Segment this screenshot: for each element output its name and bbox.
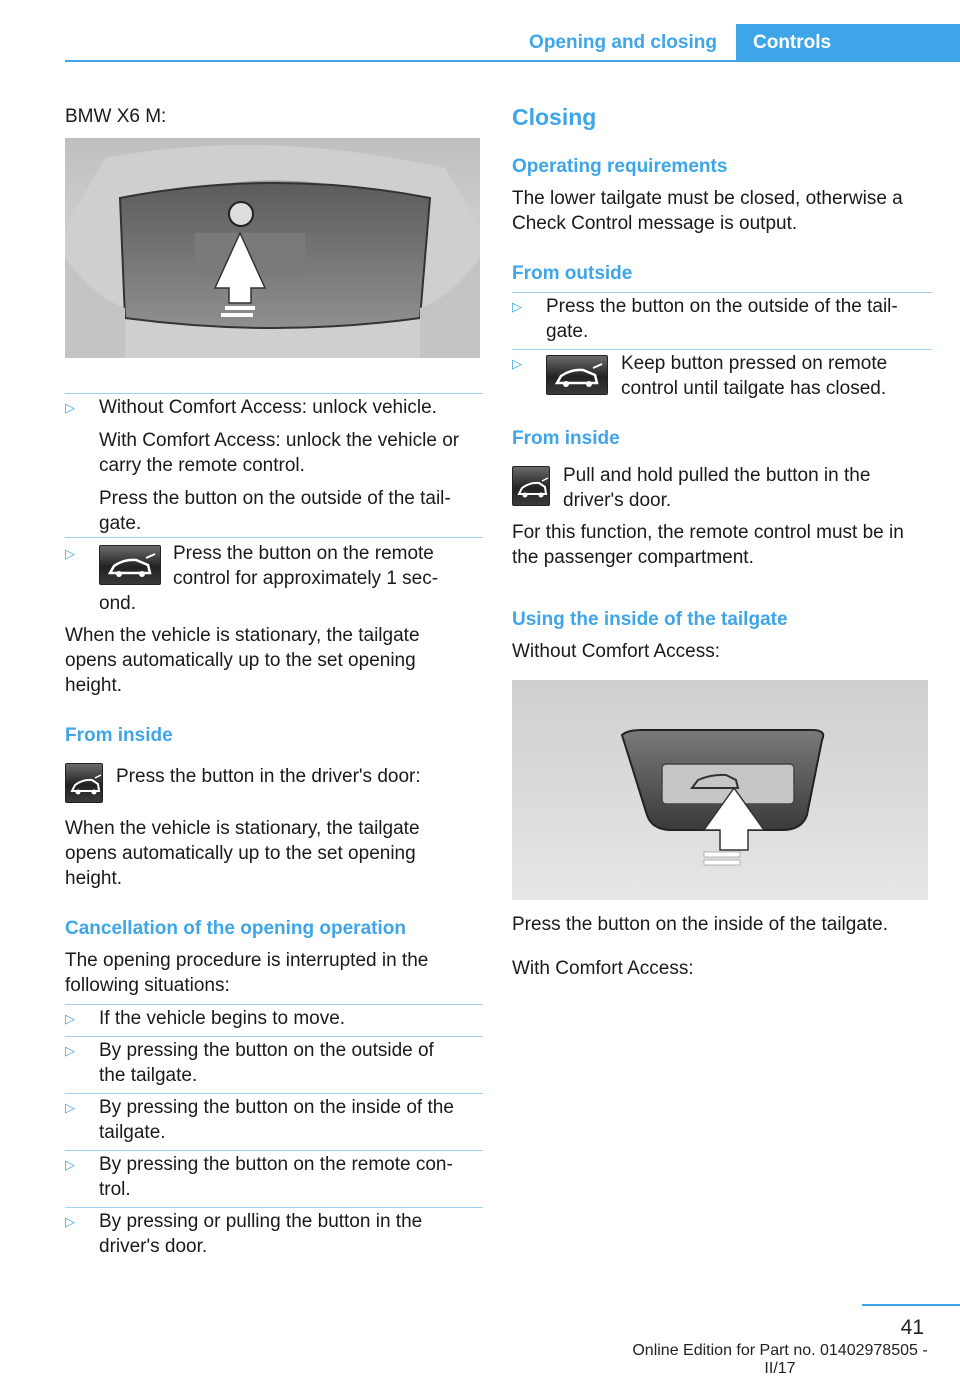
heading-closing: Closing — [512, 104, 597, 130]
divider — [65, 1036, 483, 1037]
para-line: Check Control message is output. — [512, 213, 798, 234]
bullet-triangle-icon: ▷ — [65, 1157, 75, 1172]
bullet-text: trol. — [99, 1179, 131, 1200]
para-line: opens automatically up to the set opening — [65, 650, 416, 671]
para-line: height. — [65, 868, 123, 889]
bullet-text: Keep button pressed on remote — [621, 353, 888, 374]
door-tailgate-button-icon — [512, 466, 550, 506]
para-line: For this function, the remote control must be in — [512, 522, 904, 543]
para-line: height. — [65, 675, 123, 696]
para-line: The opening procedure is interrupted in the — [65, 950, 429, 971]
with-comfort-label: With Comfort Access: — [512, 958, 694, 979]
bullet-triangle-icon: ▷ — [65, 1011, 75, 1026]
inside-paragraph — [512, 520, 904, 570]
bullet-text: Press the button on the outside of the tail- — [99, 488, 451, 509]
outside-item2-text — [621, 351, 931, 401]
cancellation-intro — [65, 948, 428, 998]
divider — [65, 1093, 483, 1094]
heading-from-inside: From inside — [65, 725, 173, 746]
bullet-text: By pressing the button on the outside of — [99, 1040, 434, 1061]
header-rule — [65, 60, 960, 62]
heading-cancellation: Cancellation of the opening operation — [65, 918, 406, 939]
remote-tailgate-key-icon — [546, 355, 608, 395]
door-tailgate-button-icon — [65, 763, 103, 803]
divider — [65, 1004, 483, 1005]
op-req-text — [512, 186, 903, 236]
remote-tailgate-key-icon — [99, 545, 161, 585]
bullet-text: If the vehicle begins to move. — [99, 1008, 346, 1029]
press-inside-text: Press the button on the inside of the tailgate. — [512, 914, 889, 935]
heading-from-outside: From outside — [512, 263, 633, 284]
from-inside-text: Press the button in the driver's door: — [116, 766, 421, 787]
heading-using-inside: Using the inside of the tailgate — [512, 609, 788, 630]
tailgate-photo — [65, 138, 480, 358]
without-comfort-label: Without Comfort Access: — [512, 641, 721, 662]
bullet-triangle-icon: ▷ — [65, 546, 75, 561]
bullet-triangle-icon: ▷ — [65, 1214, 75, 1229]
para-line: following situations: — [65, 975, 230, 996]
inside-text — [563, 463, 932, 513]
bullet-text: control until tailgate has closed. — [621, 378, 887, 399]
header-chapter-tab: Controls — [736, 24, 960, 62]
bullet-text: gate. — [99, 513, 142, 534]
bullet-text: Without Comfort Access: unlock vehicle. — [99, 397, 437, 418]
bullet-text: carry the remote control. — [99, 455, 305, 476]
bullet-text: gate. — [546, 321, 589, 342]
divider — [512, 292, 932, 293]
bullet-text: the tailgate. — [99, 1065, 198, 1086]
model-label: BMW X6 M: — [65, 106, 167, 127]
bullet-text: control for approximately 1 sec- — [173, 568, 439, 589]
para-line: When the vehicle is stationary, the tailgate — [65, 818, 420, 839]
footer-rule — [862, 1304, 960, 1306]
para-line: opens automatically up to the set opening — [65, 843, 416, 864]
bullet-text: Press the button on the remote — [173, 543, 434, 564]
inside-tailgate-button-illustration — [512, 680, 928, 900]
stationary-paragraph — [65, 623, 420, 698]
inside-button-photo — [512, 680, 928, 900]
para-line: the passenger compartment. — [512, 547, 754, 568]
bullet-text: tailgate. — [99, 1122, 166, 1143]
heading-operating-requirements: Operating requirements — [512, 156, 728, 177]
footer-edition: Online Edition for Part no. 01402978505 - II/17 — [632, 1342, 928, 1377]
bullet-triangle-icon: ▷ — [65, 400, 75, 415]
para-line: The lower tailgate must be closed, otherwise a — [512, 188, 903, 209]
bullet-text: By pressing the button on the inside of the — [99, 1097, 454, 1118]
bullet-text: By pressing the button on the remote con- — [99, 1154, 453, 1175]
bullet-triangle-icon: ▷ — [65, 1043, 75, 1058]
header-section-title: Opening and closing — [529, 32, 717, 53]
car-rear-illustration — [65, 138, 480, 358]
para-line: Pull and hold pulled the button in the — [563, 465, 871, 486]
heading-from-inside-closing: From inside — [512, 428, 620, 449]
para-line: driver's door. — [563, 490, 672, 511]
divider — [65, 1207, 483, 1208]
para-line: When the vehicle is stationary, the tailgate — [65, 625, 420, 646]
divider — [512, 349, 932, 350]
bullet-text: With Comfort Access: unlock the vehicle or — [99, 430, 460, 451]
divider — [65, 537, 483, 538]
bullet-text: By pressing or pulling the button in the — [99, 1211, 423, 1232]
divider — [65, 393, 483, 394]
bullet-triangle-icon: ▷ — [512, 356, 522, 371]
bullet-text: ond. — [99, 593, 136, 614]
bullet-triangle-icon: ▷ — [65, 1100, 75, 1115]
page-number: 41 — [900, 1316, 924, 1339]
bullet-triangle-icon: ▷ — [512, 299, 522, 314]
divider — [65, 1150, 483, 1151]
bullet-text: driver's door. — [99, 1236, 208, 1257]
bullet-text: Press the button on the outside of the tail- — [546, 296, 898, 317]
stationary-paragraph-2 — [65, 816, 420, 891]
